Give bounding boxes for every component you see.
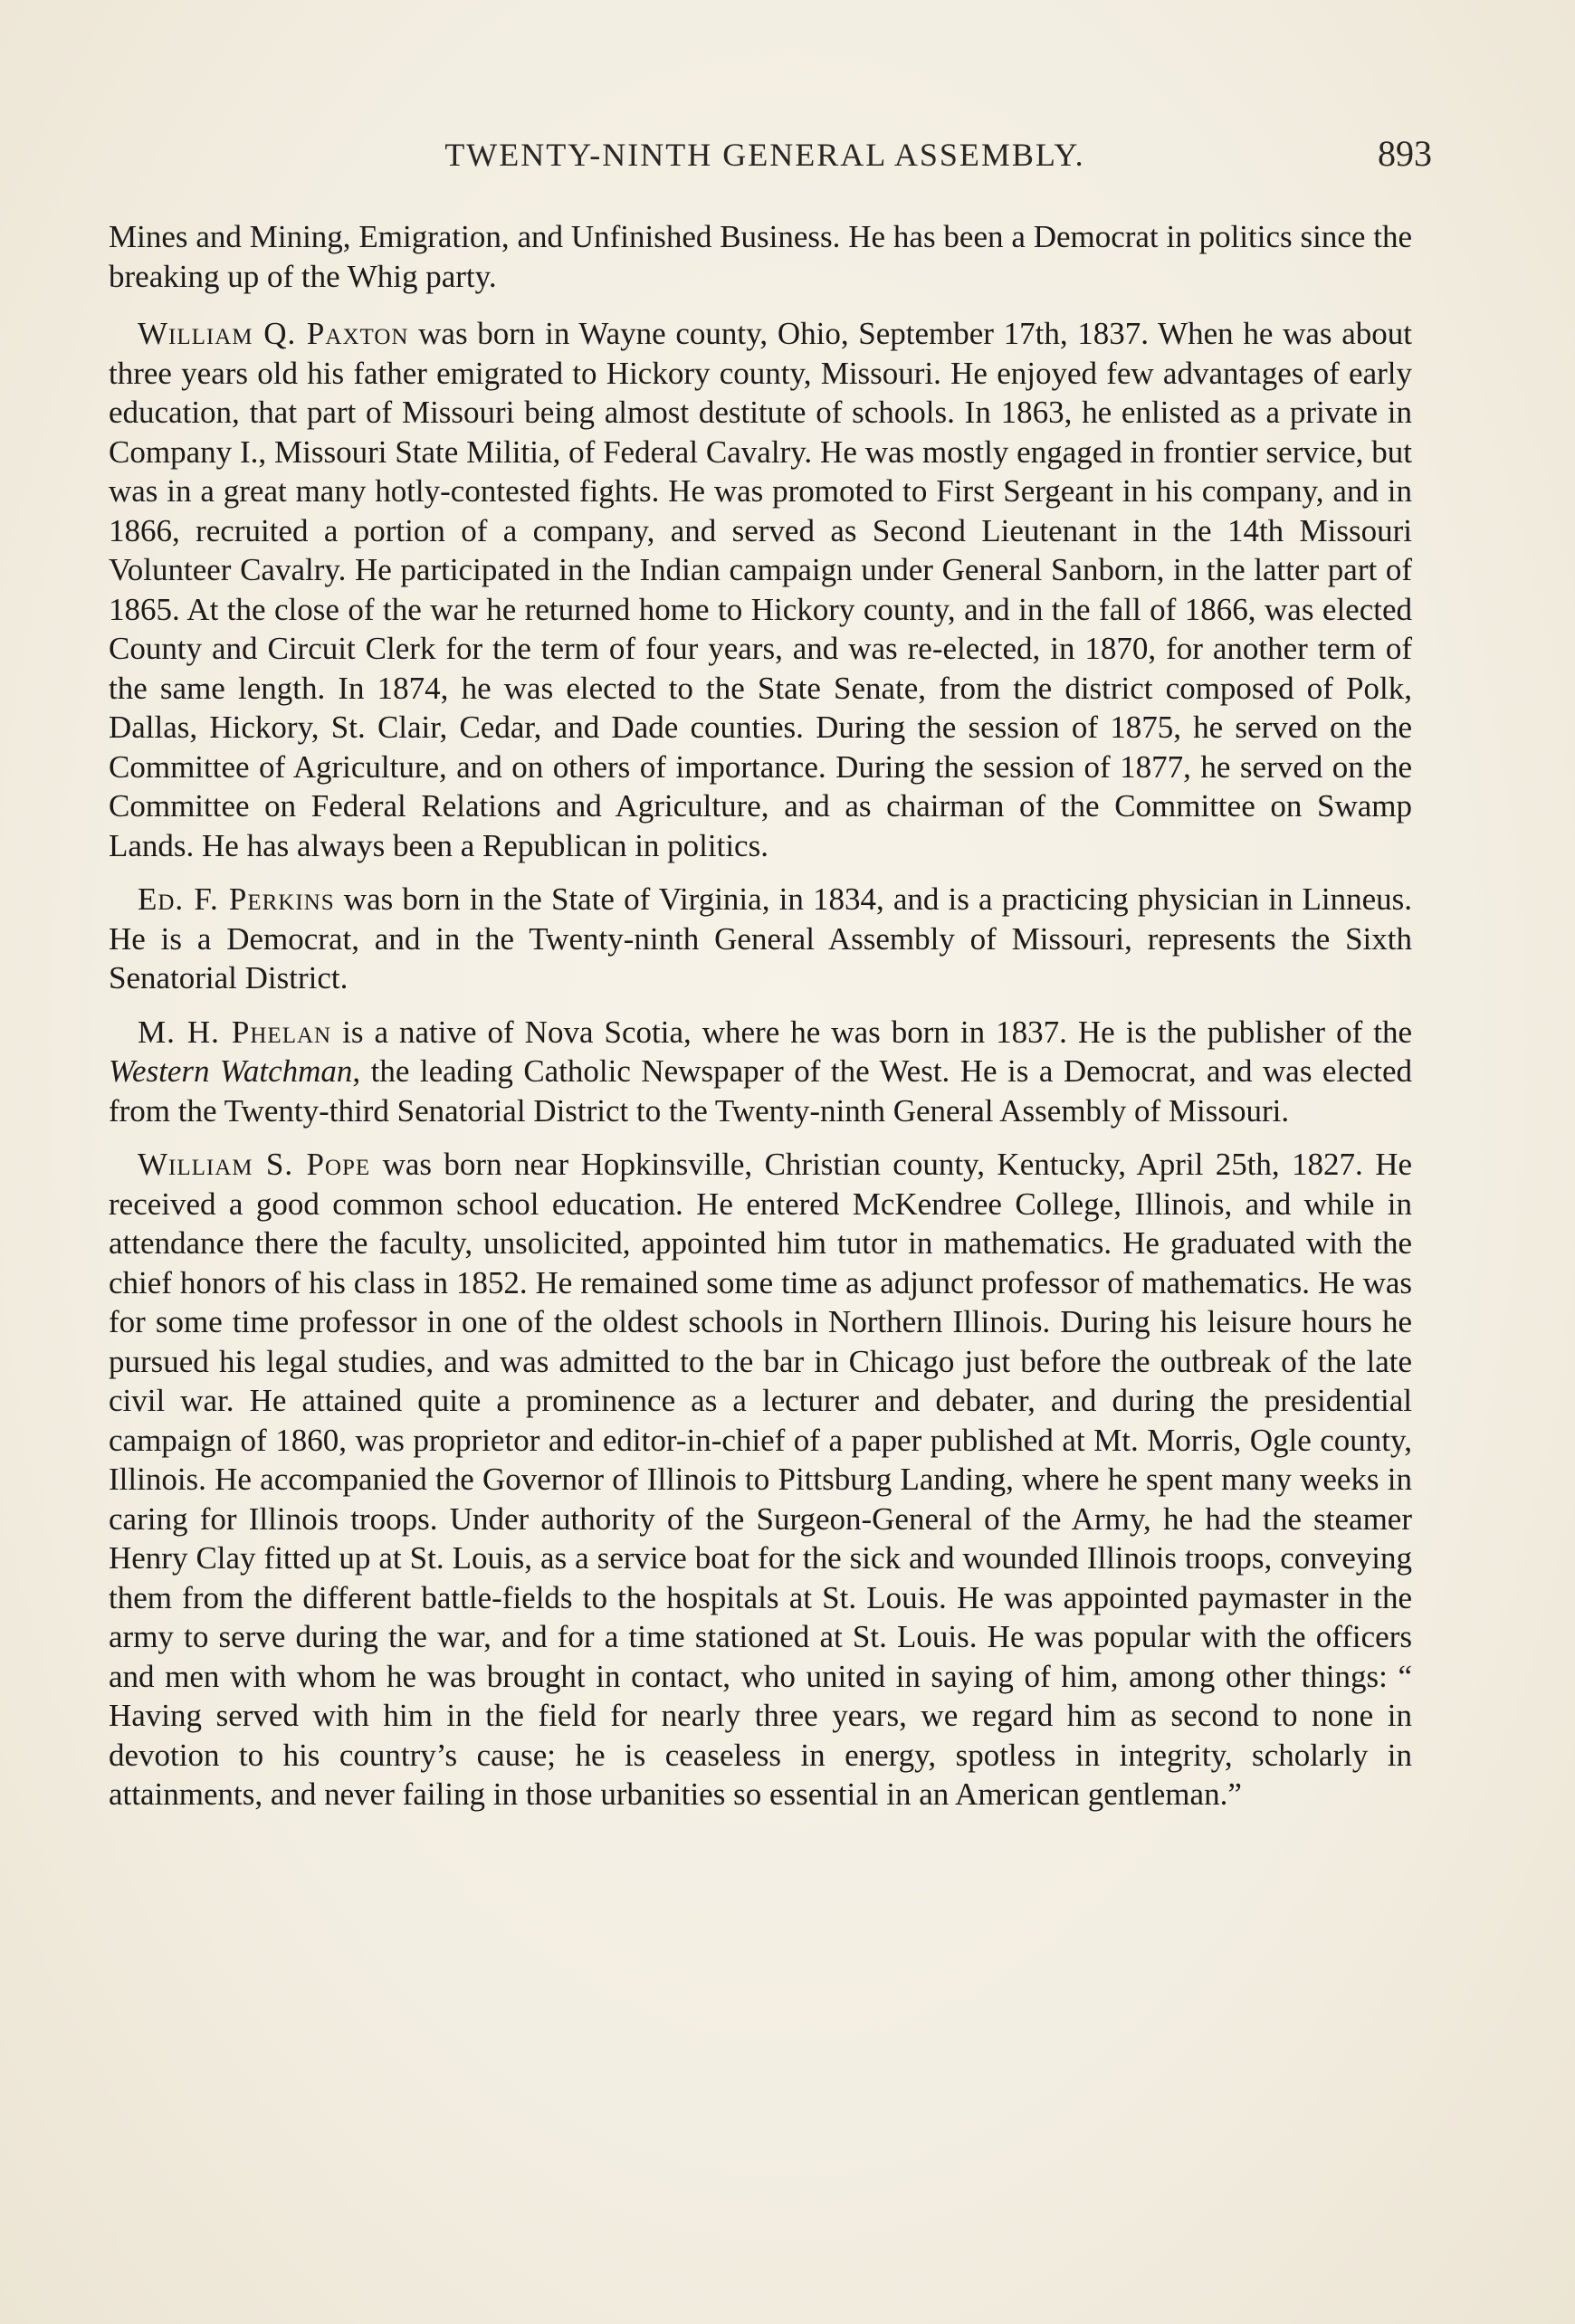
paragraph-text: , the leading Catholic Newspaper of the West. He is a Democrat, and was elected from the Twenty-third Senatorial District to the Twenty-ninth General Assembly of Missouri. <box>109 1053 1412 1129</box>
person-name: William S. Pope <box>138 1147 371 1182</box>
paragraph-text: was born in Wayne county, Ohio, September 17th, 1837. When he was about three years old his father emigrated to Hickory county, Missouri. He enjoyed few advantages of early education, that part of Missouri being almost destitute of schools. In 1863, he enlisted as a private in Company I., Missouri State Militia, of Federal Cavalry. He was mostly engaged in frontier service, but was in a great many hotly-contested fights. He was promoted to First Sergeant in his company, and in 1866, recruited a portion of a company, and served as Second Lieutenant in the 14th Missouri Volunteer Cavalry. He participated in the Indian campaign under General Sanborn, in the latter part of 1865. At the close of the war he returned home to Hickory county, and in the fall of 1866, was elected County and Circuit Clerk for the term of four years, and was re-elected, in 1870, for another term of the same length. In 1874, he was elected to the State Senate, from the district composed of Polk, Dallas, Hickory, St. Clair, Cedar, and Dade counties. During the session of 1875, he served on the Committee of Agriculture, and on others of importance. During the session of 1877, he served on the Committee on Federal Relations and Agriculture, and as chairman of the Committee on Swamp Lands. He has always been a Republican in politics. <box>109 316 1412 863</box>
person-name: William Q. Paxton <box>138 316 409 351</box>
paragraph-continued <box>109 217 1412 296</box>
paragraph-text: is a native of Nova Scotia, where he was born in 1837. He is the publisher of the <box>331 1014 1412 1050</box>
paragraph-text: was born near Hopkinsville, Christian county, Kentucky, April 25th, 1827. He received a good common school education. He entered McKendree College, Illinois, and while in attendance there the faculty, unsolicited, appointed him tutor in mathematics. He graduated with the chief honors of his class in 1852. He remained some time as adjunct professor of mathematics. He was for some time professor in one of the oldest schools in Northern Illinois. During his leisure hours he pursued his legal studies, and was admitted to the bar in Chicago just before the outbreak of the late civil war. He attained quite a prominence as a lecturer and debater, and during the presidential campaign of 1860, was proprietor and editor-in-chief of a paper published at Mt. Morris, Ogle county, Illinois. He accompanied the Governor of Illinois to Pittsburg Landing, where he spent many weeks in caring for Illinois troops. Under authority of the Surgeon-General of the Army, he had the steamer Henry Clay fitted up at St. Louis, as a service boat for the sick and wounded Illinois troops, conveying them from the different battle-fields to the hospitals at St. Louis. He was appointed paymaster in the army to serve during the war, and for a time stationed at St. Louis. He was popular with the officers and men with whom he was brought in contact, who united in saying of him, among other things: “ Having served with him in the field for nearly three years, we regard him as second to none in devotion to his country’s cause; he is ceaseless in energy, spotless in integrity, scholarly in attainments, and never failing in those urbanities so essential in an American gentleman.” <box>109 1147 1413 1812</box>
newspaper-title: Western Watchman <box>109 1053 353 1089</box>
page-title: TWENTY-NINTH GENERAL ASSEMBLY. <box>444 137 1085 173</box>
paragraph-paxton <box>109 314 1412 865</box>
paragraph-pope <box>109 1145 1412 1814</box>
page-number: 893 <box>1378 133 1432 174</box>
body-text <box>109 217 1412 1829</box>
paragraph-text: Mines and Mining, Emigration, and Unfinished Business. He has been a Democrat in politics since the breaking up of the Whig party. <box>109 219 1412 294</box>
paragraph-text: was born in the State of Virginia, in 1834, and is a practicing physician in Linneus. He is a Democrat, and in the Twenty-ninth General Assembly of Missouri, represents the Sixth Senatorial District. <box>109 881 1412 995</box>
running-header <box>109 133 1432 181</box>
paragraph-phelan <box>109 1013 1412 1131</box>
paragraph-perkins <box>109 880 1412 998</box>
person-name: M. H. Phelan <box>138 1014 332 1050</box>
person-name: Ed. F. Perkins <box>138 881 335 917</box>
